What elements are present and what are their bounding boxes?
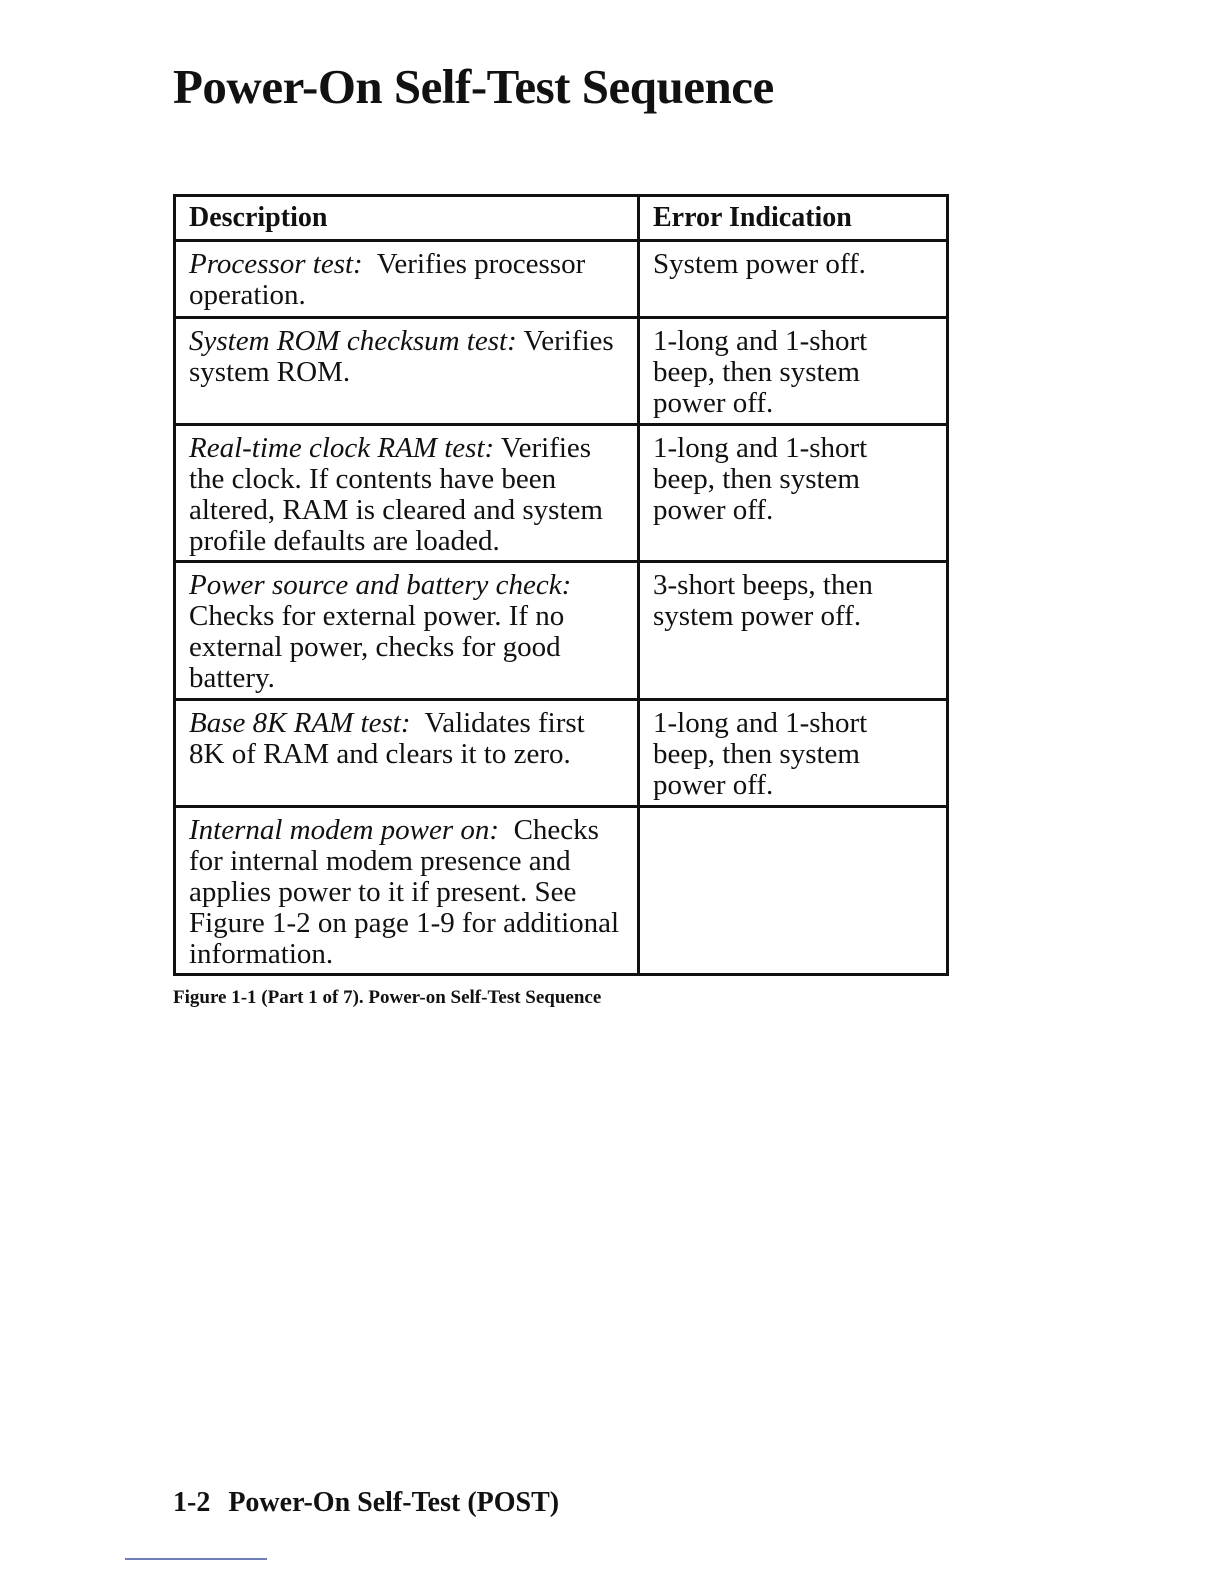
table-row — [175, 807, 948, 975]
test-description: Verifies the clock. If contents have been altered, RAM is cleared and system profile defaults are loaded. — [189, 432, 603, 557]
table-row — [175, 425, 948, 562]
column-header-description: Description — [175, 196, 639, 241]
table-row — [175, 700, 948, 807]
figure-caption: Figure 1-1 (Part 1 of 7). Power-on Self-Test Sequence — [173, 987, 602, 1008]
test-name: Internal modem power on: — [189, 814, 500, 846]
error-indication-cell: System power off. — [639, 241, 948, 318]
error-indication-cell — [639, 807, 948, 975]
test-name: Power source and battery check: — [189, 569, 572, 601]
test-description: Verifies processor operation. — [189, 248, 586, 311]
test-description: Validates first 8K of RAM and clears it to zero. — [189, 707, 585, 770]
page-title: Power-On Self-Test Sequence — [173, 59, 774, 114]
description-cell — [175, 807, 639, 975]
test-description: Checks for external power. If no external power, checks for good battery. — [189, 600, 565, 694]
error-indication-cell: 1-long and 1-short beep, then system power off. — [639, 318, 948, 425]
description-cell — [175, 241, 639, 318]
test-name: Real-time clock RAM test: — [189, 432, 495, 464]
description-cell — [175, 562, 639, 700]
post-sequence-table — [173, 194, 949, 976]
page-footer — [173, 1487, 559, 1519]
column-header-error-indication: Error Indication — [639, 196, 948, 241]
test-description: Verifies system ROM. — [189, 325, 614, 388]
description-cell — [175, 318, 639, 425]
description-cell — [175, 700, 639, 807]
description-cell — [175, 425, 639, 562]
error-indication-cell: 1-long and 1-short beep, then system power off. — [639, 425, 948, 562]
test-name: System ROM checksum test: — [189, 325, 517, 357]
table-header-row — [175, 196, 948, 241]
page-number: 1-2 — [173, 1487, 211, 1518]
test-name: Processor test: — [189, 248, 363, 280]
scan-edge-mark — [125, 1558, 267, 1560]
table-row — [175, 241, 948, 318]
error-indication-cell: 3-short beeps, then system power off. — [639, 562, 948, 700]
error-indication-cell: 1-long and 1-short beep, then system power off. — [639, 700, 948, 807]
test-name: Base 8K RAM test: — [189, 707, 411, 739]
test-description: Checks for internal modem presence and applies power to it if present. See Figure 1-2 on page 1-9 for additional information. — [189, 814, 620, 970]
table-row — [175, 562, 948, 700]
section-title: Power-On Self-Test (POST) — [228, 1487, 560, 1518]
table-row — [175, 318, 948, 425]
